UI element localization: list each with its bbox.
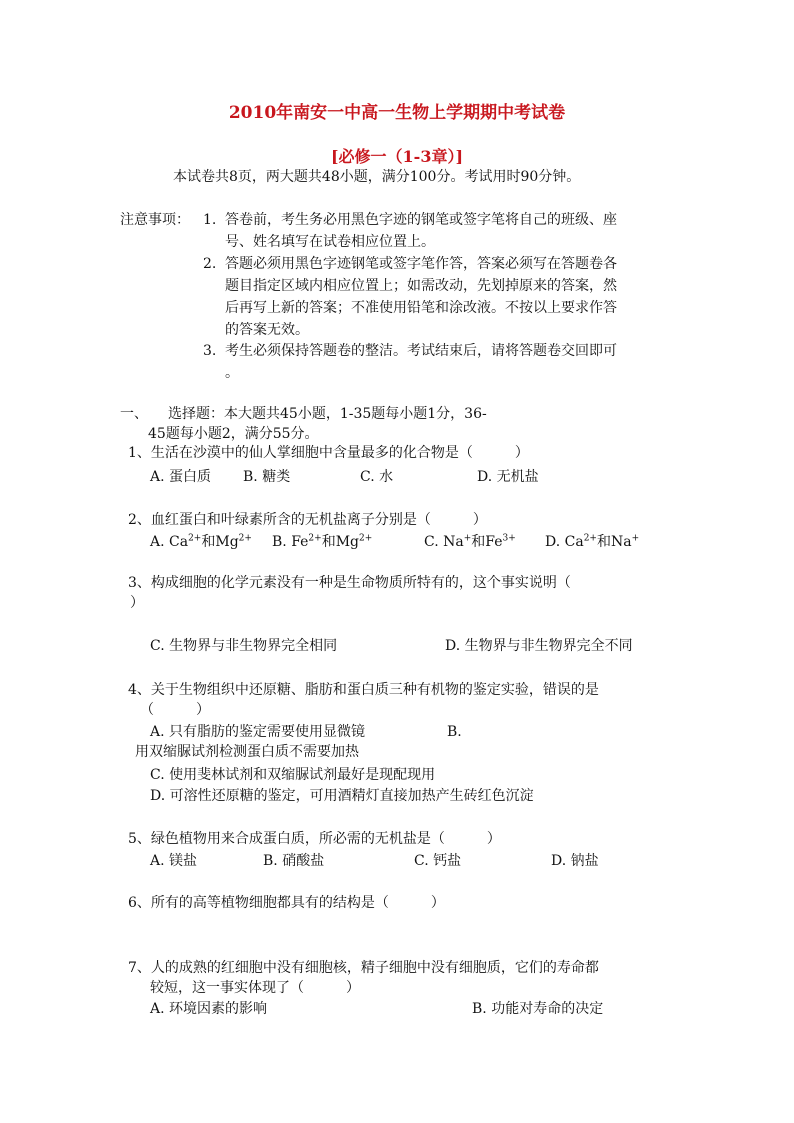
q4-option-c: C. 使用斐林试剂和双缩脲试剂最好是现配现用 — [150, 767, 436, 783]
exam-subtitle: [必修一（1-3章）] — [330, 147, 464, 166]
q2-c-text-1: C. Na — [424, 534, 464, 550]
q1-stem: 1、生活在沙漠中的仙人掌细胞中含量最多的化合物是（ ） — [128, 445, 529, 461]
q2-stem: 2、血红蛋白和叶绿素所含的无机盐离子分别是（ ） — [128, 512, 487, 528]
q2-a-charge-2: 2+ — [238, 533, 252, 544]
q2-option-b — [272, 532, 372, 552]
q3-stem-line-2: ） — [130, 595, 144, 611]
q3-option-d: D. 生物界与非生物界完全不同 — [445, 638, 633, 654]
note-1-line-1: 答卷前，考生务必用黑色字迹的钢笔或签字笔将自己的班级、座 — [225, 212, 617, 228]
q2-c-text-2: 和Fe — [471, 534, 503, 550]
q7-option-a: A. 环境因素的影响 — [150, 1001, 268, 1017]
q2-a-text-2: 和Mg — [201, 534, 239, 550]
note-3-line-2: 。 — [225, 365, 239, 381]
q2-b-charge-2: 2+ — [359, 533, 373, 544]
note-3-line-1: 考生必须保持答题卷的整洁。考试结束后，请将答题卷交回即可 — [225, 343, 617, 359]
note-2-line-3: 后再写上新的答案；不准使用铅笔和涂改液。不按以上要求作答 — [225, 300, 617, 316]
q2-b-text-2: 和Mg — [321, 534, 359, 550]
q4-stem-line-1: 4、关于生物组织中还原糖、脂肪和蛋白质三种有机物的鉴定实验，错误的是 — [128, 682, 599, 698]
q1-option-a: A. 蛋白质 — [150, 469, 212, 485]
q2-c-charge-2: 3+ — [502, 533, 516, 544]
note-2-number: 2. — [203, 256, 217, 272]
q6-stem: 6、所有的高等植物细胞都具有的结构是（ ） — [128, 895, 445, 911]
note-2-line-4: 的答案无效。 — [225, 322, 309, 338]
q2-option-c — [424, 532, 516, 552]
note-3-number: 3. — [203, 343, 217, 359]
exam-intro: 本试卷共8页，两大题共48小题，满分100分。考试用时90分钟。 — [173, 169, 581, 185]
q2-b-text-1: B. Fe — [272, 534, 309, 550]
q7-option-b: B. 功能对寿命的决定 — [472, 1001, 604, 1017]
q1-option-c: C. 水 — [360, 469, 394, 485]
q5-option-b: B. 硝酸盐 — [263, 853, 325, 869]
q2-d-charge-1: 2+ — [583, 533, 597, 544]
q1-option-d: D. 无机盐 — [477, 469, 539, 485]
q5-option-c: C. 钙盐 — [414, 853, 462, 869]
q2-a-charge-1: 2+ — [188, 533, 202, 544]
note-1-number: 1. — [203, 212, 217, 228]
q2-option-d — [545, 532, 639, 552]
note-2-line-1: 答题必须用黑色字迹钢笔或签字笔作答，答案必须写在答题卷各 — [225, 256, 617, 272]
notes-label: 注意事项： — [120, 212, 190, 228]
q4-option-a: A. 只有脂肪的鉴定需要使用显微镜 — [150, 724, 366, 740]
q2-d-charge-2: + — [631, 533, 640, 544]
q2-d-text-1: D. Ca — [545, 534, 584, 550]
q2-d-text-2: 和Na — [596, 534, 632, 550]
q4-option-d: D. 可溶性还原糖的鉴定，可用酒精灯直接加热产生砖红色沉淀 — [150, 788, 534, 804]
note-2-line-2: 题目指定区域内相应位置上；如需改动，先划掉原来的答案，然 — [225, 278, 617, 294]
note-1-line-2: 号、姓名填写在试卷相应位置上。 — [225, 234, 435, 250]
q2-b-charge-1: 2+ — [308, 533, 322, 544]
q7-stem-line-2: 较短，这一事实体现了（ ） — [150, 980, 360, 996]
q4-option-b-label: B. — [447, 724, 462, 740]
q5-stem: 5、绿色植物用来合成蛋白质，所必需的无机盐是（ ） — [128, 831, 501, 847]
q7-stem-line-1: 7、人的成熟的红细胞中没有细胞核，精子细胞中没有细胞质，它们的寿命都 — [128, 960, 599, 976]
q5-option-d: D. 钠盐 — [551, 853, 599, 869]
q4-stem-line-2: （ ） — [140, 702, 210, 718]
q2-option-a — [150, 532, 252, 552]
q4-option-b-text: 用双缩脲试剂检测蛋白质不需要加热 — [135, 744, 359, 760]
q1-option-b: B. 糖类 — [243, 469, 291, 485]
q5-option-a: A. 镁盐 — [150, 853, 198, 869]
exam-title: 2010年南安一中高一生物上学期期中考试卷 — [228, 103, 566, 123]
q3-option-c: C. 生物界与非生物界完全相同 — [150, 638, 338, 654]
q2-c-charge-1: + — [463, 533, 472, 544]
section-number: 一、 — [120, 406, 148, 422]
section-heading-line-1: 选择题：本大题共45小题，1-35题每小题1分，36- — [168, 406, 487, 422]
q2-a-text-1: A. Ca — [150, 534, 189, 550]
q3-stem-line-1: 3、构成细胞的化学元素没有一种是生命物质所特有的，这个事实说明（ — [128, 575, 571, 591]
section-heading-line-2: 45题每小题2，满分55分。 — [148, 426, 319, 442]
